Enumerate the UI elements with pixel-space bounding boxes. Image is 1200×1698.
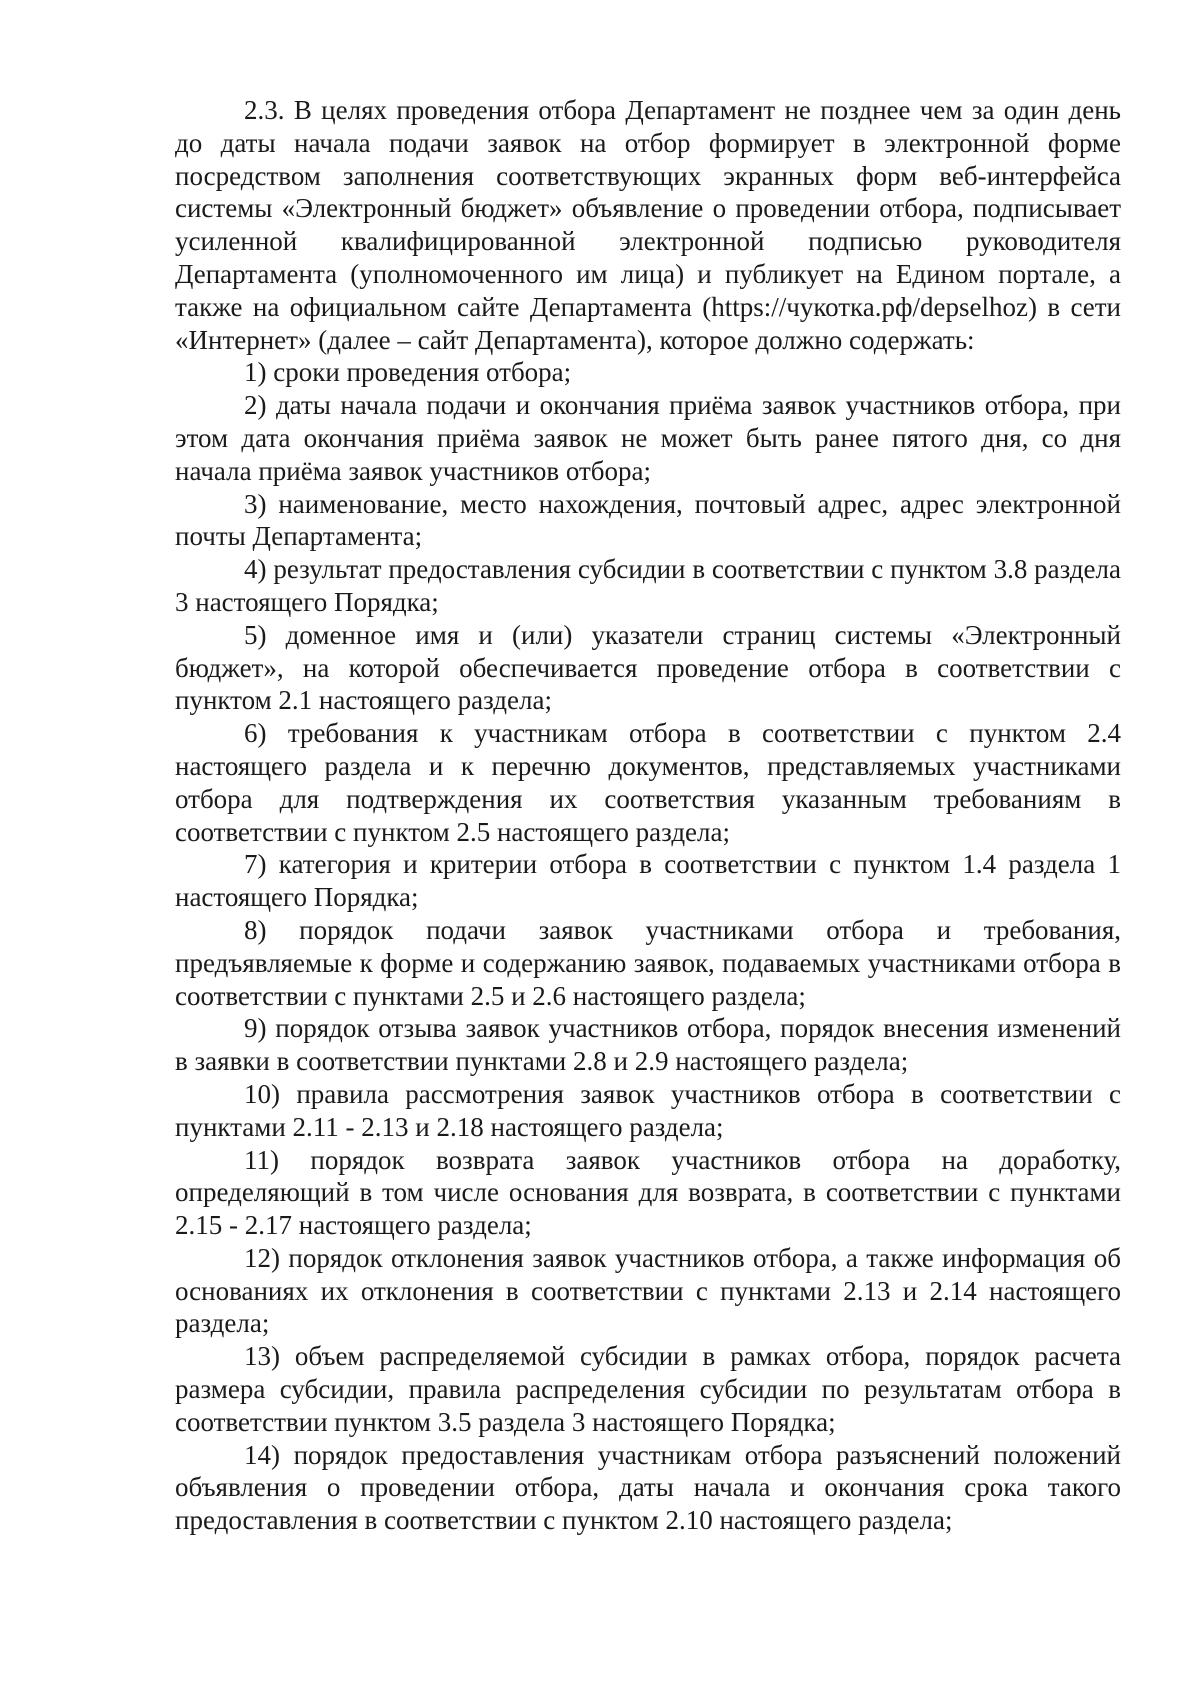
list-item-12: 12) порядок отклонения заявок участников отбора, а также информация об основаниях их отклонения в соответствии с пунктами 2.13 и 2.14 настоящего раздела; [175,1242,1121,1339]
list-item-2: 2) даты начала подачи и окончания приёма заявок участников отбора, при этом дата окончания приёма заявок не может быть ранее пятого дня, со дня начала приёма заявок участников отбора; [175,390,1121,486]
list-item-9: 9) порядок отзыва заявок участников отбора, порядок внесения изменений в заявки в соответствии пунктами 2.8 и 2.9 настоящего раздела; [175,1013,1121,1077]
paragraph-2-3: 2.3. В целях проведения отбора Департамент не позднее чем за один день до даты начала подачи заявок на отбор формирует в электронной форме посредством заполнения соответствующих экранных форм веб-интерфейса системы «Электронный бюджет» объявление о проведении отбора, подписывает усиленной квалифицированной электронной подписью руководителя Департамента (уполномоченного им лица) и публикует на Едином портале, а также на официальном сайте Департамента (https://чукотка.рф/depselhoz) в сети «Интернет» (далее – сайт Департамента), которое должно содержать: [175,95,1121,355]
list-item-3: 3) наименование, место нахождения, почтовый адрес, адрес электронной почты Департамента; [175,488,1121,552]
list-item-11: 11) порядок возврата заявок участников отбора на доработку, определяющий в том числе основания для возврата, в соответствии с пунктами 2.15 - 2.17 настоящего раздела; [175,1144,1121,1241]
document-body [175,94,1121,1537]
list-item-1: 1) сроки проведения отбора; [244,357,572,388]
list-item-7: 7) категория и критерии отбора в соответствии с пунктом 1.4 раздела 1 настоящего Порядка; [175,849,1121,913]
list-item-6: 6) требования к участникам отбора в соответствии с пунктом 2.4 настоящего раздела и к перечню документов, представляемых участниками отбора для подтверждения их соответствия указанным требованиям в соответствии с пунктом 2.5 настоящего раздела; [175,718,1121,847]
list-item-13: 13) объем распределяемой субсидии в рамках отбора, порядок расчета размера субсидии, правила распределения субсидии по результатам отбора в соответствии пунктом 3.5 раздела 3 настоящего Порядка; [175,1341,1121,1437]
list-item-8: 8) порядок подачи заявок участниками отбора и требования, предъявляемые к форме и содержанию заявок, подаваемых участниками отбора в соответствии с пунктами 2.5 и 2.6 настоящего раздела; [175,914,1121,1011]
list-item-14: 14) порядок предоставления участникам отбора разъяснений положений объявления о проведении отбора, даты начала и окончания срока такого предоставления в соответствии с пунктом 2.10 настоящего раздела; [175,1439,1121,1536]
list-item-10: 10) правила рассмотрения заявок участников отбора в соответствии с пунктами 2.11 - 2.13 и 2.18 настоящего раздела; [175,1078,1121,1142]
list-item-5: 5) доменное имя и (или) указатели страниц системы «Электронный бюджет», на которой обеспечивается проведение отбора в соответствии с пунктом 2.1 настоящего раздела; [175,619,1121,716]
list-item-4: 4) результат предоставления субсидии в соответствии с пунктом 3.8 раздела 3 настоящего Порядка; [175,554,1121,617]
